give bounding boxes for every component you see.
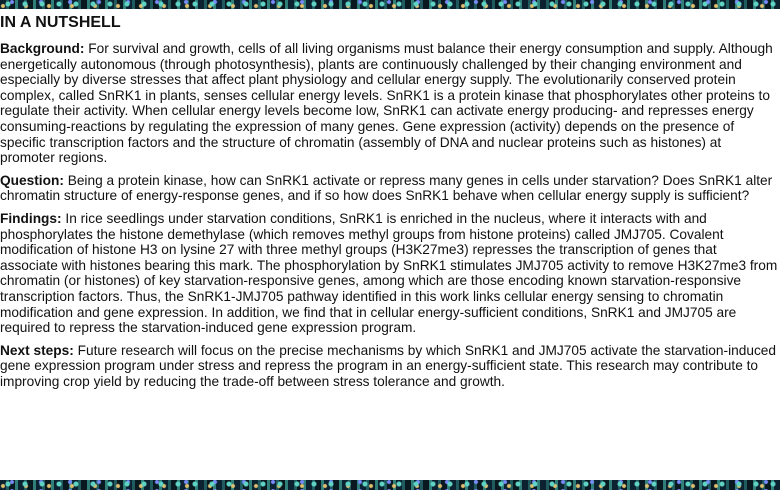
- findings-label: Findings:: [0, 210, 62, 226]
- bottom-decorative-band: [0, 480, 780, 490]
- next-steps-label: Next steps:: [0, 342, 74, 358]
- question-label: Question:: [0, 172, 64, 188]
- background-text: For survival and growth, cells of all living organisms must balance their energy consumption and supply. Although energetically autonomous (through photosynthesis), plants are continuously challenged by their changing environment and especially by diverse stresses that affect plant physiology and cellular energy supply. The evolutionarily conserved protein complex, called SnRK1 in plants, senses cellular energy levels. SnRK1 is a protein kinase that phosphorylates other proteins to regulate their activity. When cellular energy levels become low, SnRK1 can activate energy producing- and represses energy consuming-reactions by regulating the expression of many genes. Gene expression (activity) depends on the presence of specific transcription factors and the structure of chromatin (assembly of DNA and nuclear proteins such as histones) at promoter regions.: [0, 41, 773, 166]
- background-label: Background:: [0, 41, 85, 56]
- top-decorative-band: [0, 0, 780, 9]
- nutshell-title: IN A NUTSHELL: [0, 14, 121, 31]
- findings-text: In rice seedlings under starvation conditions, SnRK1 is enriched in the nucleus, where it interacts with and phosphorylates the histone demethylase (which removes methyl groups from histone proteins) called JMJ705. Covalent modification of histone H3 on lysine 27 with three methyl groups (H3K27me3) represses the transcription of genes that associate with histones bearing this mark. The phosphorylation by SnRK1 stimulates JMJ705 activity to remove H3K27me3 from chromatin (or histones) of key starvation-responsive genes, among which are those encoding known starvation-responsive transcription factors. Thus, the SnRK1-JMJ705 pathway identified in this work links cellular energy sensing to chromatin modification and gene expression. In addition, we find that in cellular energy-sufficient conditions, SnRK1 and JMJ705 are required to repress the starvation-induced gene expression program.: [0, 210, 778, 336]
- next-steps-paragraph: [0, 343, 778, 390]
- background-paragraph: [0, 41, 778, 166]
- question-text: Being a protein kinase, how can SnRK1 activate or repress many genes in cells under starvation? Does SnRK1 alter chromatin structure of energy-response genes, and if so how does SnRK1 behave when cellular energy supply is sufficient?: [0, 172, 773, 204]
- findings-paragraph: [0, 211, 778, 336]
- next-steps-text: Future research will focus on the precise mechanisms by which SnRK1 and JMJ705 activate the starvation-induced gene expression program under stress and repress the program in an energy-sufficient state. This research may contribute to improving crop yield by reducing the trade-off between stress tolerance and growth.: [0, 342, 777, 389]
- nutshell-content: [0, 13, 778, 396]
- question-paragraph: [0, 173, 778, 204]
